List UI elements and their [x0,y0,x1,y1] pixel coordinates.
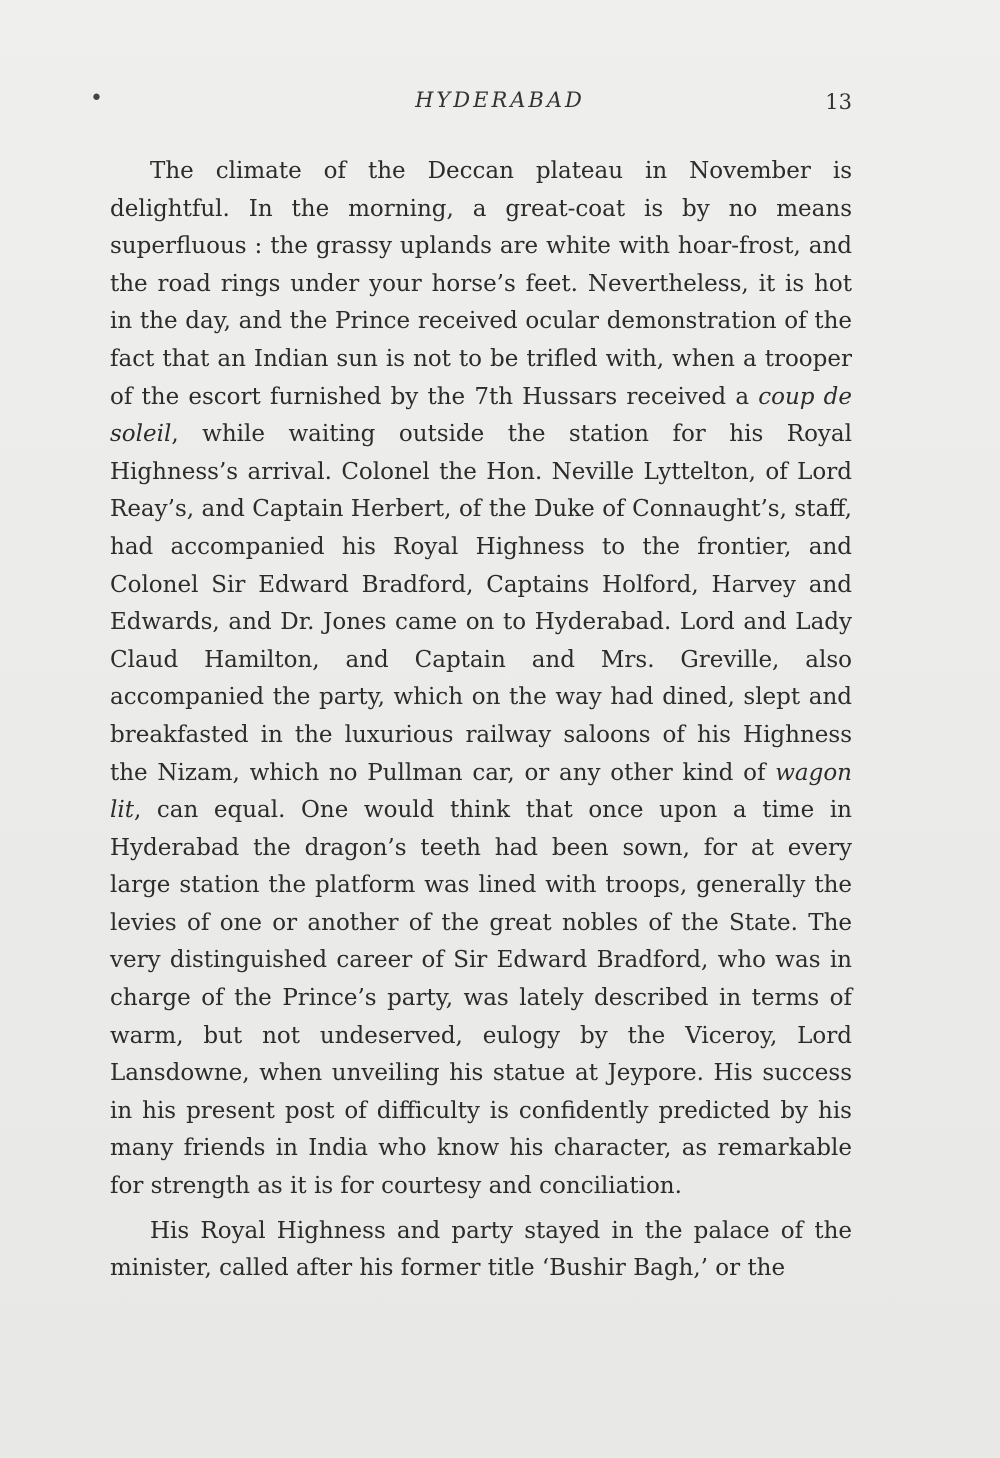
italic-phrase: wagon lit [110,759,852,824]
body-text [110,153,852,1288]
paragraph-text: The climate of the Deccan plateau in November is delightful. In the morning, a great-coat is by no means superfluous : the grassy uplands are white with hoar-frost, and the road rings under your horse’s feet. Nevertheless, it is hot in the day, and the Prince received ocular demonstration of the fact that an Indian sun is not to be trifled with, when a trooper of the escort furnished by the 7th Hussars received a [110,158,852,410]
paragraph-2 [110,1213,852,1288]
corner-mark: • [90,86,103,111]
running-head: HYDERABAD [415,88,585,112]
page-header [0,88,1000,118]
paragraph-text: His Royal Highness and party stayed in the palace of the minister, called after his former title ‘Bushir Bagh,’ or the [110,1217,852,1282]
italic-phrase: coup de soleil [110,383,852,448]
page-number: 13 [825,90,852,114]
paragraph-text: , can equal. One would think that once upon a time in Hyderabad the dragon’s teeth had been sown, for at every large station the platform was lined with troops, generally the levies of one or another of the great nobles of the State. The very distinguished career of Sir Edward Bradford, who was in charge of the Prince’s party, was lately described in terms of warm, but not undeserved, eulogy by the Viceroy, Lord Lansdowne, when unveiling his statue at Jeypore. His success in his present post of difficulty is confidently predicted by his many friends in India who know his character, as remarkable for strength as it is for courtesy and conciliation. [110,797,852,1200]
paragraph-1 [110,153,852,1206]
paragraph-text: , while waiting outside the station for his Royal Highness’s arrival. Colonel the Hon. Neville Lyttelton, of Lord Reay’s, and Captain Herbert, of the Duke of Connaught’s, staff, had accompanied his Royal Highness to the frontier, and Colonel Sir Edward Bradford, Captains Holford, Harvey and Edwards, and Dr. Jones came on to Hyderabad. Lord and Lady Claud Hamilton, and Captain and Mrs. Greville, also accompanied the party, which on the way had dined, slept and breakfasted in the luxurious railway saloons of his Highness the Nizam, which no Pullman car, or any other kind of [110,421,852,786]
